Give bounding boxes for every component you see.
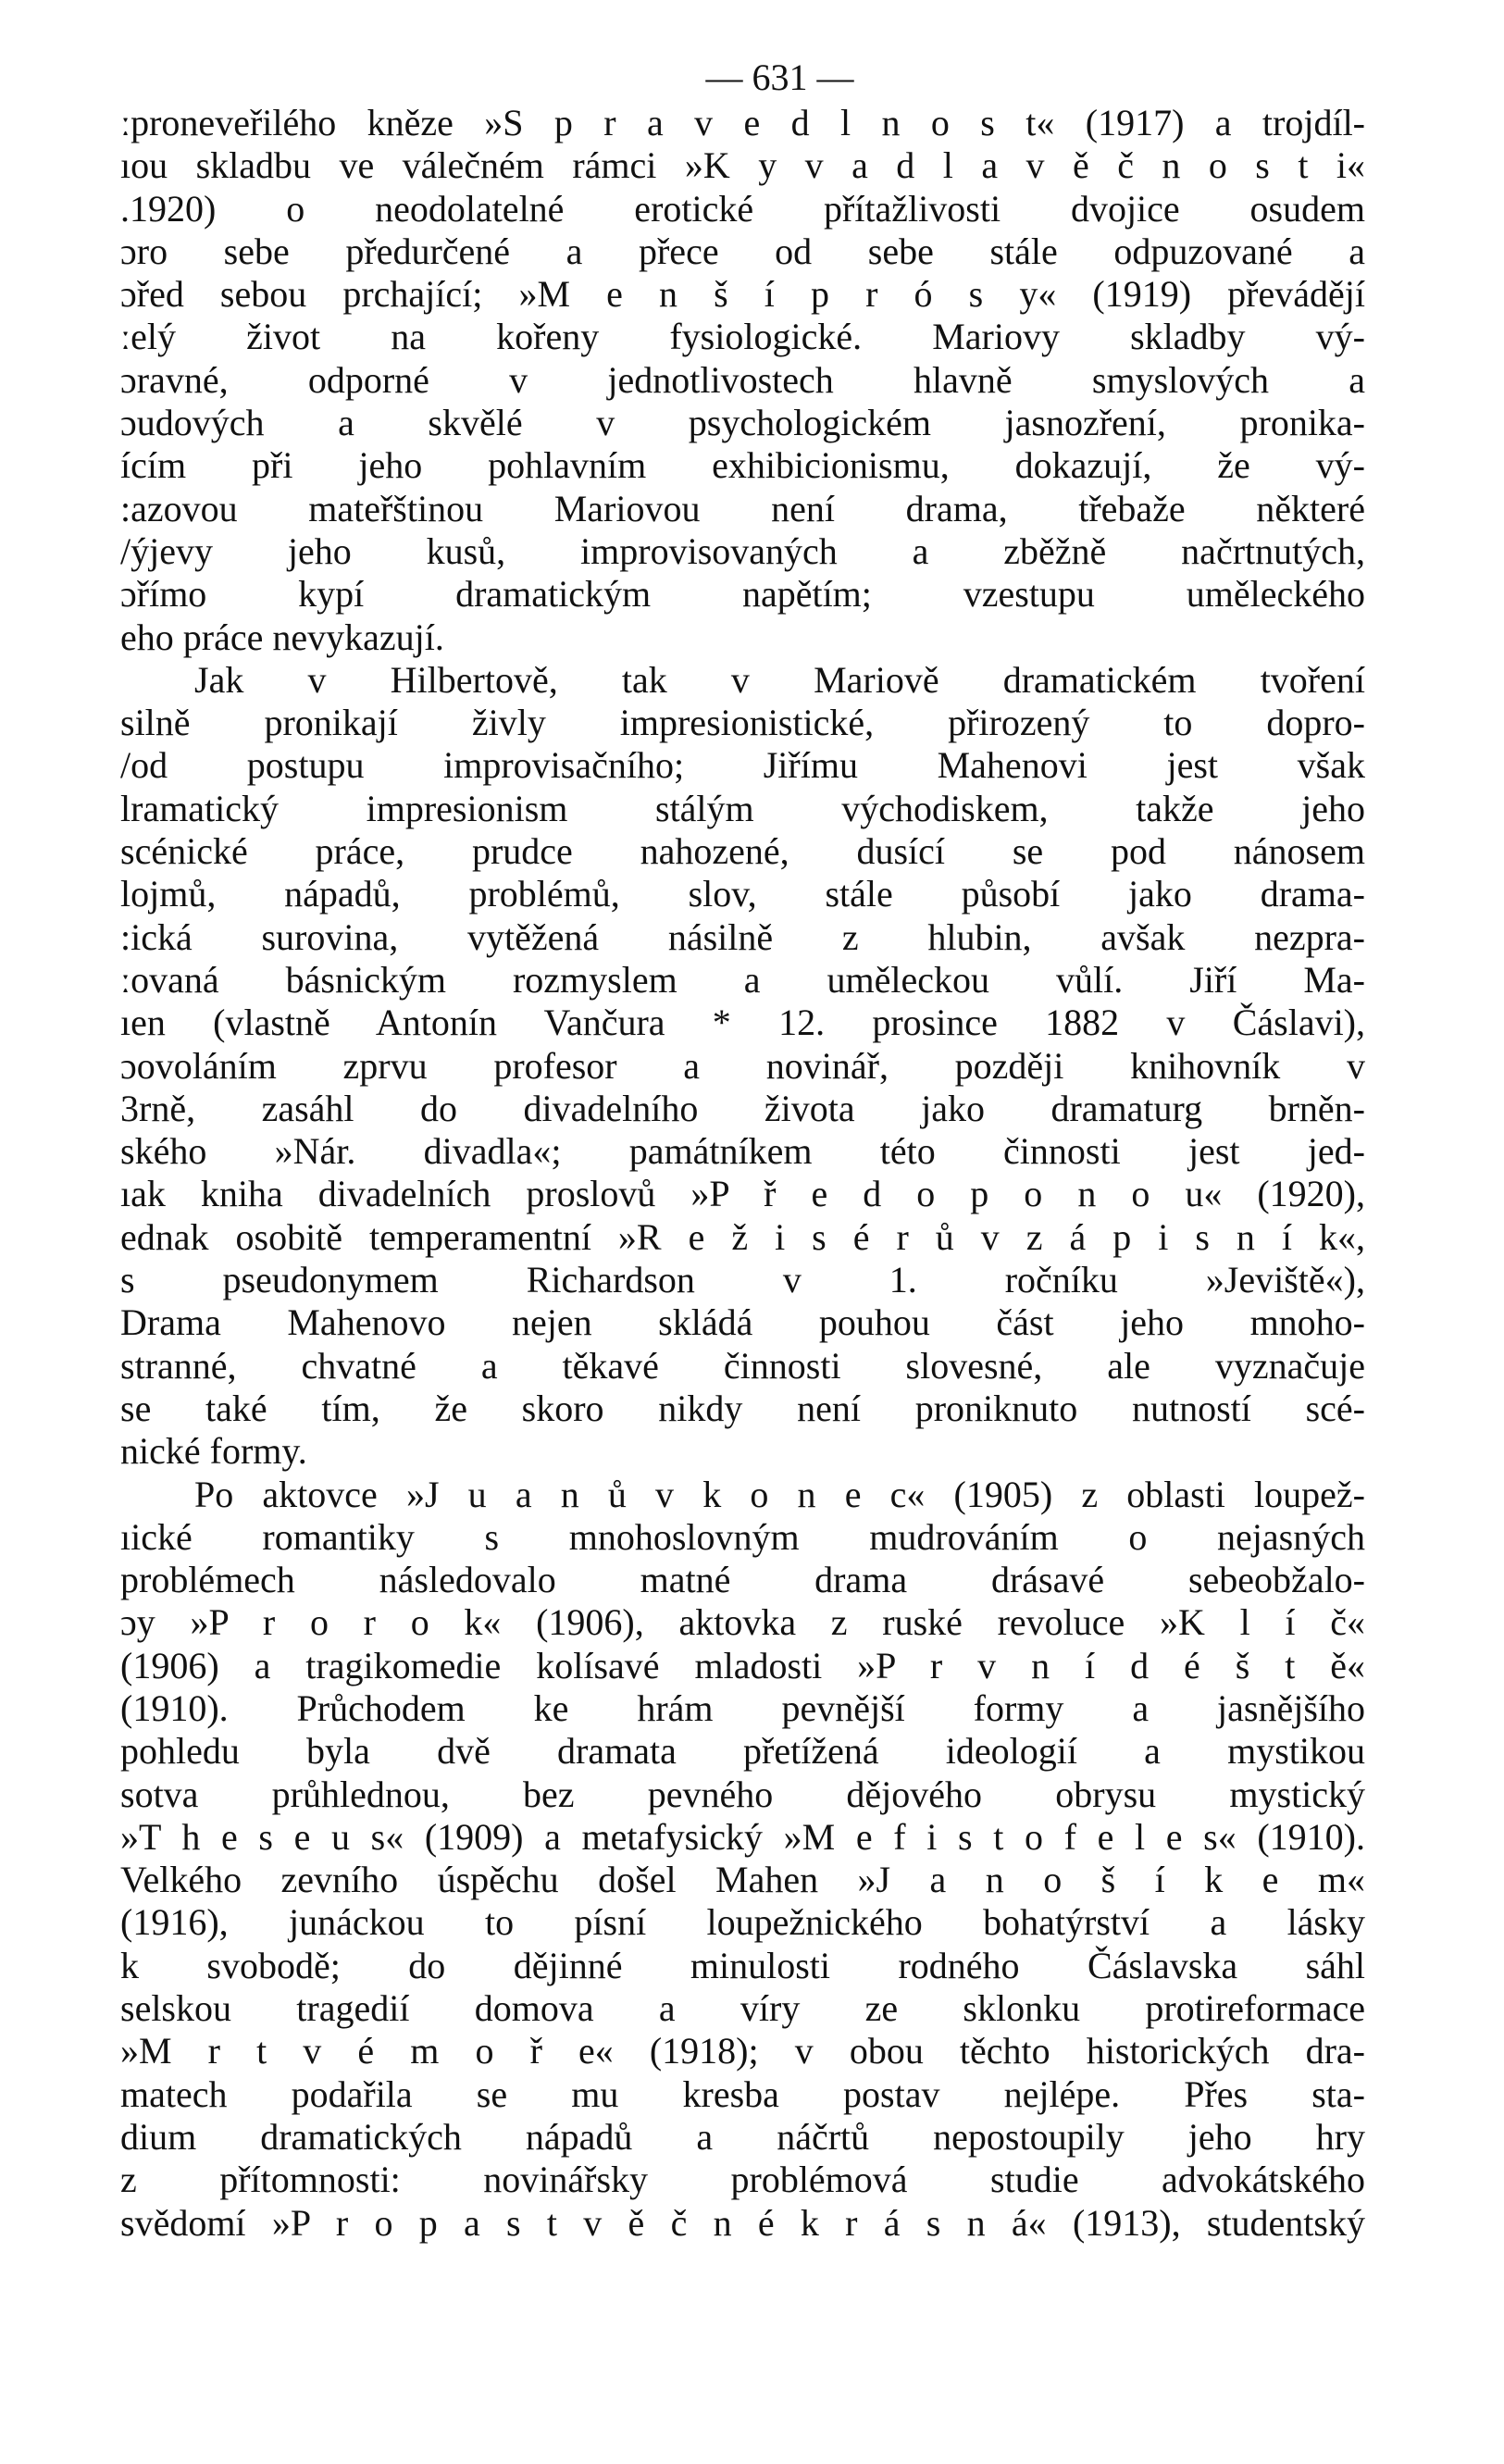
text-line: dium dramatických nápadů a náčrtů nepostoupily jeho hry <box>120 2115 1365 2158</box>
text-line: Velkého zevního úspěchu došel Mahen »J a n o š í k e m« <box>120 1859 1365 1901</box>
text-line: ıak kniha divadelních proslovů »P ř e d o p o n o u« (1920), <box>120 1173 1365 1215</box>
text-line: lramatický impresionism stálým východiskem, takže jeho <box>120 787 1365 829</box>
text-line: ɔřímo kypí dramatickým napětím; vzestupu uměleckého <box>120 573 1365 616</box>
text-line: problémech následovalo matné drama drásavé sebeobžalo- <box>120 1559 1365 1601</box>
text-line: :ická surovina, vytěžená násilně z hlubin, avšak nezpra- <box>120 915 1365 958</box>
text-line: se také tím, že skoro nikdy není proniknuto nutností scé- <box>120 1387 1365 1429</box>
text-line: :azovou mateřštinou Mariovou není drama, třebaže některé <box>120 487 1365 529</box>
text-line: Jak v Hilbertově, tak v Mariově dramatickém tvoření <box>194 658 1365 701</box>
text-line: »T h e s e u s« (1909) a metafysický »M e f i s t o f e l e s« (1910). <box>120 1815 1365 1858</box>
text-line: ıen (vlastně Antonín Vančura * 12. prosince 1882 v Čáslavi), <box>120 1002 1365 1044</box>
text-line: ednak osobitě temperamentní »R e ž i s é r ů v z á p i s n í k«, <box>120 1215 1365 1258</box>
text-line: ɔřed sebou prchající; »M e n š í p r ó s y« (1919) převádějí <box>120 273 1365 316</box>
text-line: pohledu byla dvě dramata přetížená ideologií a mystikou <box>120 1730 1365 1773</box>
text-line: ıou skladbu ve válečném rámci »K y v a d l a v ě č n o s t i« <box>120 144 1365 187</box>
text-line: z přítomnosti: novinářsky problémová studie advokátského <box>120 2159 1365 2201</box>
text-line: s pseudonymem Richardson v 1. ročníku »Jeviště«), <box>120 1259 1365 1301</box>
text-line: svědomí »P r o p a s t v ě č n é k r á s n á« (1913), studentský <box>120 2201 1365 2244</box>
text-line: ɔy »P r o r o k« (1906), aktovka z ruské revoluce »K l í č« <box>120 1601 1365 1644</box>
text-line: k svobodě; do dějinné minulosti rodného Čáslavska sáhl <box>120 1944 1365 1986</box>
text-line: .1920) o neodolatelné erotické přítažlivosti dvojice osudem <box>120 187 1365 230</box>
text-line: /od postupu improvisačního; Jiřímu Mahenovi jest však <box>120 744 1365 787</box>
body-text <box>120 102 1365 2245</box>
text-line: ːproneveřilého kněze »S p r a v e d l n o s t« (1917) a trojdíl- <box>120 102 1365 143</box>
text-line: stranné, chvatné a těkavé činnosti slovesné, ale vyznačuje <box>120 1344 1365 1387</box>
text-line: sotva průhlednou, bez pevného dějového obrysu mystický <box>120 1773 1365 1815</box>
text-line: lojmů, nápadů, problémů, slov, stále působí jako drama- <box>120 873 1365 915</box>
text-line: ıické romantiky s mnohoslovným mudrováním o nejasných <box>120 1515 1365 1558</box>
text-line: 3rně, zasáhl do divadelního života jako dramaturg brněn- <box>120 1087 1365 1129</box>
text-line: ːovaná básnickým rozmyslem a uměleckou vůlí. Jiří Ma- <box>120 958 1365 1001</box>
page-number: — 631 — <box>705 56 854 98</box>
text-line: (1916), junáckou to písní loupežnického bohatýrství a lásky <box>120 1901 1365 1944</box>
text-line: ícím při jeho pohlavním exhibicionismu, dokazují, že vý- <box>120 444 1365 487</box>
text-line: matech podařila se mu kresba postav nejlépe. Přes sta- <box>120 2072 1365 2115</box>
text-line: ɔovoláním zprvu profesor a novinář, později knihovník v <box>120 1044 1365 1087</box>
text-line: (1910). Průchodem ke hrám pevnější formy a jasnějšího <box>120 1686 1365 1729</box>
text-line: silně pronikají živly impresionistické, přirozený to dopro- <box>120 702 1365 744</box>
text-line: eho práce nevykazují. <box>120 616 444 658</box>
text-line: scénické práce, prudce nahozené, dusící se pod nánosem <box>120 830 1365 873</box>
text-line: Drama Mahenovo nejen skládá pouhou část jeho mnoho- <box>120 1301 1365 1344</box>
text-line: »M r t v é m o ř e« (1918); v obou těchto historických dra- <box>120 2030 1365 2072</box>
text-line: /ýjevy jeho kusů, improvisovaných a zběžně načrtnutých, <box>120 529 1365 572</box>
text-line: nické formy. <box>120 1430 307 1473</box>
text-line: ːelý život na kořeny fysiologické. Mariovy skladby vý- <box>120 316 1365 358</box>
text-line: (1906) a tragikomedie kolísavé mladosti »P r v n í d é š t ě« <box>120 1644 1365 1686</box>
text-line: ského »Nár. divadla«; památníkem této činnosti jest jed- <box>120 1130 1365 1173</box>
text-line: Po aktovce »J u a n ů v k o n e c« (1905) z oblasti loupež- <box>194 1473 1365 1515</box>
text-line: selskou tragedií domova a víry ze sklonku protireformace <box>120 1987 1365 2030</box>
text-line: ɔudových a skvělé v psychologickém jasnozření, pronika- <box>120 402 1365 444</box>
text-line: ɔro sebe předurčené a přece od sebe stále odpuzované a <box>120 230 1365 272</box>
text-line: ɔravné, odporné v jednotlivostech hlavně smyslových a <box>120 358 1365 401</box>
